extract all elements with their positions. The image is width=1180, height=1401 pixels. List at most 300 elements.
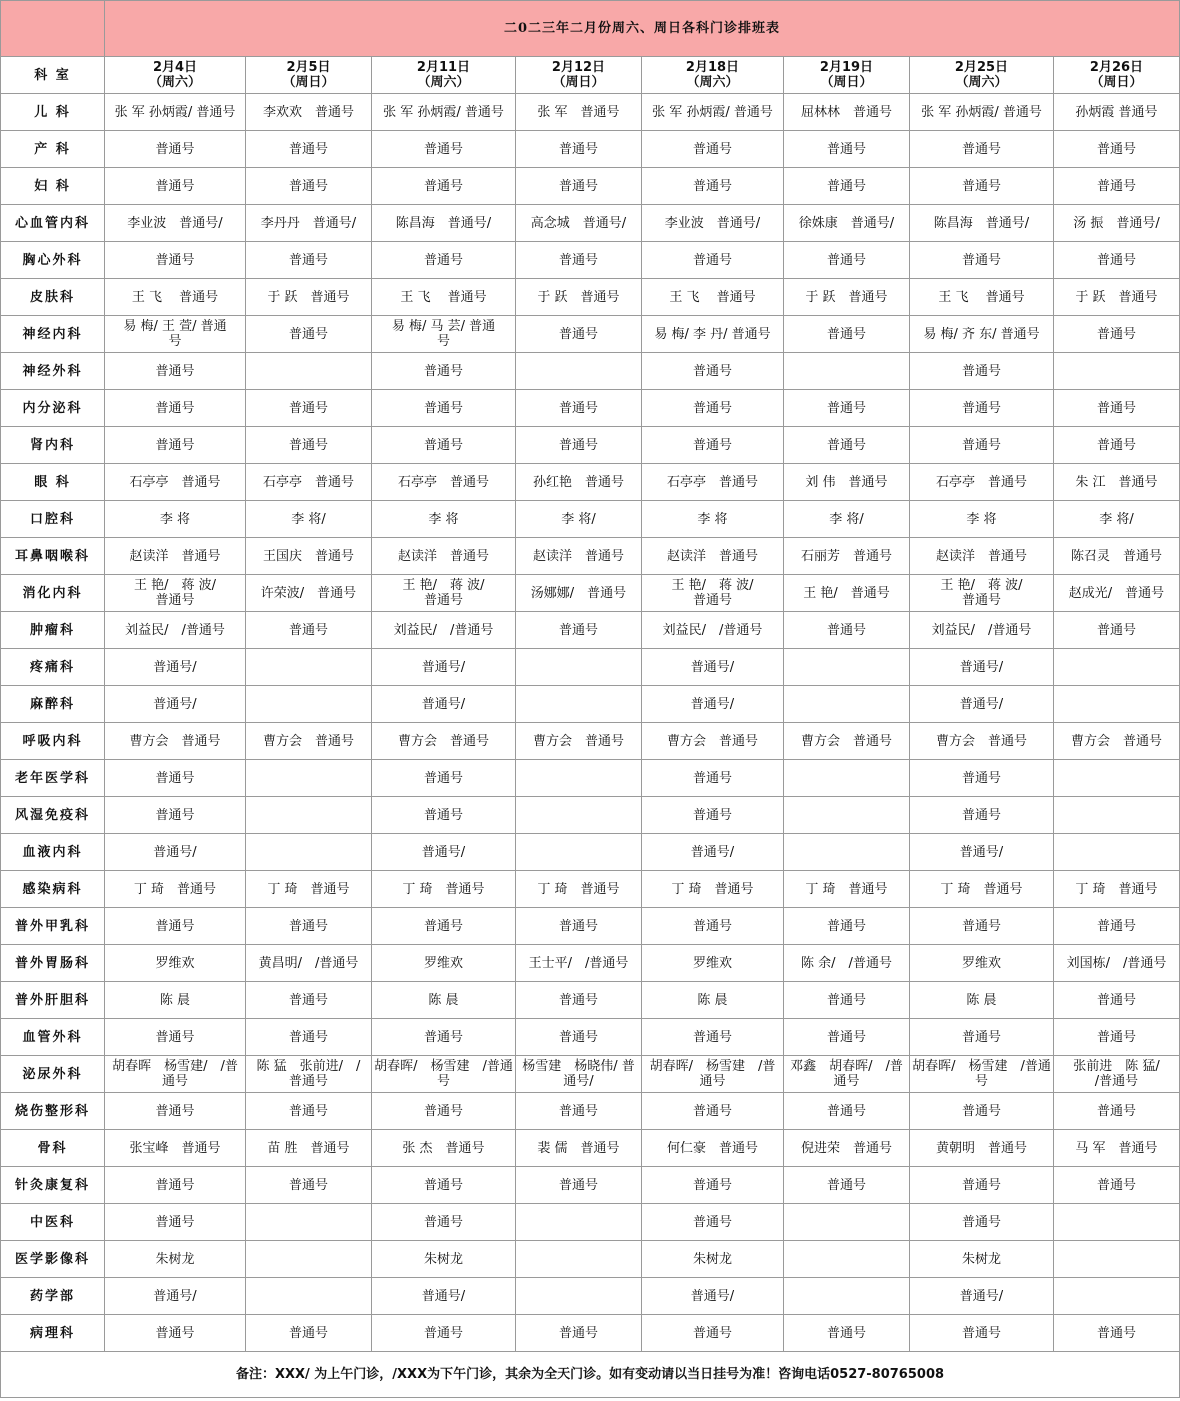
- weekday-label: （周日）: [282, 75, 335, 90]
- schedule-cell: 普通号: [372, 427, 516, 464]
- schedule-cell: 普通号: [784, 1093, 910, 1130]
- dept-name: 麻醉科: [1, 686, 105, 723]
- schedule-cell: [784, 1278, 910, 1315]
- schedule-cell: 普通号: [372, 908, 516, 945]
- dept-name: 儿 科: [1, 94, 105, 131]
- schedule-cell: 赵读洋 普通号: [105, 538, 246, 575]
- schedule-cell: 王 艳/ 蒋 波/ 普通号: [105, 575, 246, 612]
- schedule-cell: 易 梅/ 马 芸/ 普通 号: [372, 316, 516, 353]
- date-header: [105, 57, 246, 94]
- date-header: [372, 57, 516, 94]
- dept-name: 风湿免疫科: [1, 797, 105, 834]
- dept-name: 针灸康复科: [1, 1167, 105, 1204]
- schedule-cell: 普通号: [784, 316, 910, 353]
- schedule-cell: 张 军 普通号: [516, 94, 642, 131]
- schedule-cell: 普通号/: [642, 834, 784, 871]
- date-label: 2月19日: [819, 60, 874, 75]
- dept-name: 普外胃肠科: [1, 945, 105, 982]
- schedule-cell: 普通号: [372, 797, 516, 834]
- schedule-cell: 普通号: [246, 168, 372, 205]
- schedule-cell: 倪进荣 普通号: [784, 1130, 910, 1167]
- date-header: [246, 57, 372, 94]
- dept-name: 肾内科: [1, 427, 105, 464]
- schedule-cell: 普通号: [784, 908, 910, 945]
- schedule-cell: [1054, 1278, 1180, 1315]
- schedule-cell: 普通号: [246, 982, 372, 1019]
- date-header: [910, 57, 1054, 94]
- schedule-cell: 孙红艳 普通号: [516, 464, 642, 501]
- table-row: [1, 131, 1180, 168]
- schedule-cell: 张 杰 普通号: [372, 1130, 516, 1167]
- schedule-cell: 普通号: [372, 1204, 516, 1241]
- schedule-cell: 陈 晨: [372, 982, 516, 1019]
- schedule-cell: 普通号: [372, 390, 516, 427]
- schedule-cell: [784, 834, 910, 871]
- table-row: [1, 1093, 1180, 1130]
- schedule-cell: 李 将/: [516, 501, 642, 538]
- schedule-cell: 普通号: [784, 612, 910, 649]
- dept-name: 烧伤整形科: [1, 1093, 105, 1130]
- table-row: [1, 686, 1180, 723]
- schedule-cell: 普通号: [910, 242, 1054, 279]
- schedule-cell: 普通号: [105, 797, 246, 834]
- schedule-cell: [516, 649, 642, 686]
- schedule-cell: [246, 797, 372, 834]
- schedule-cell: 普通号/: [105, 1278, 246, 1315]
- schedule-cell: 普通号: [105, 390, 246, 427]
- table-row: [1, 168, 1180, 205]
- schedule-cell: [1054, 649, 1180, 686]
- schedule-cell: 罗维欢: [910, 945, 1054, 982]
- schedule-cell: 于 跃 普通号: [784, 279, 910, 316]
- schedule-cell: 张宝峰 普通号: [105, 1130, 246, 1167]
- dept-name: 老年医学科: [1, 760, 105, 797]
- table-row: [1, 982, 1180, 1019]
- date-label: 2月18日: [685, 60, 740, 75]
- schedule-cell: 普通号: [516, 982, 642, 1019]
- schedule-cell: 赵读洋 普通号: [516, 538, 642, 575]
- schedule-cell: 普通号: [246, 427, 372, 464]
- schedule-cell: 普通号: [516, 316, 642, 353]
- schedule-cell: 普通号: [910, 1167, 1054, 1204]
- schedule-cell: 普通号: [642, 760, 784, 797]
- schedule-cell: 普通号/: [642, 649, 784, 686]
- schedule-cell: 普通号: [516, 1019, 642, 1056]
- schedule-cell: 普通号: [372, 353, 516, 390]
- schedule-cell: 石丽芳 普通号: [784, 538, 910, 575]
- schedule-cell: 普通号/: [642, 686, 784, 723]
- table-row: [1, 353, 1180, 390]
- date-label: 2月5日: [286, 60, 331, 75]
- schedule-cell: 普通号: [784, 1167, 910, 1204]
- schedule-cell: 王 飞 普通号: [642, 279, 784, 316]
- schedule-cell: 普通号: [516, 131, 642, 168]
- schedule-cell: 普通号: [910, 168, 1054, 205]
- schedule-cell: 普通号/: [372, 834, 516, 871]
- table-row: [1, 908, 1180, 945]
- schedule-cell: 普通号: [910, 1315, 1054, 1352]
- table-row: [1, 464, 1180, 501]
- schedule-cell: 李 将: [910, 501, 1054, 538]
- schedule-cell: 普通号: [1054, 1315, 1180, 1352]
- table-row: [1, 1315, 1180, 1352]
- schedule-cell: 黄朝明 普通号: [910, 1130, 1054, 1167]
- schedule-cell: 普通号: [105, 1019, 246, 1056]
- schedule-cell: 普通号: [516, 612, 642, 649]
- schedule-cell: 普通号: [105, 427, 246, 464]
- schedule-cell: 普通号: [105, 908, 246, 945]
- schedule-cell: 普通号: [516, 427, 642, 464]
- schedule-cell: 陈 晨: [105, 982, 246, 1019]
- schedule-cell: 普通号: [516, 390, 642, 427]
- schedule-cell: [516, 686, 642, 723]
- schedule-cell: [1054, 686, 1180, 723]
- schedule-cell: 普通号: [642, 390, 784, 427]
- schedule-cell: [784, 686, 910, 723]
- schedule-cell: [784, 1204, 910, 1241]
- dept-name: 妇 科: [1, 168, 105, 205]
- table-row: [1, 1204, 1180, 1241]
- schedule-cell: 普通号: [246, 1167, 372, 1204]
- dept-column-header: 科 室: [1, 57, 105, 94]
- schedule-cell: 罗维欢: [105, 945, 246, 982]
- schedule-cell: 王 飞 普通号: [372, 279, 516, 316]
- date-label: 2月25日: [954, 60, 1009, 75]
- table-row: [1, 1167, 1180, 1204]
- schedule-cell: 王国庆 普通号: [246, 538, 372, 575]
- schedule-cell: 赵成光/ 普通号: [1054, 575, 1180, 612]
- schedule-cell: 刘 伟 普通号: [784, 464, 910, 501]
- schedule-cell: 普通号: [372, 760, 516, 797]
- weekday-label: （周日）: [1090, 75, 1143, 90]
- schedule-cell: 黄昌明/ /普通号: [246, 945, 372, 982]
- schedule-cell: 胡春晖/ 杨雪建 /普通 号: [372, 1056, 516, 1093]
- schedule-cell: 曹方会 普通号: [642, 723, 784, 760]
- schedule-cell: 屈林林 普通号: [784, 94, 910, 131]
- schedule-cell: [784, 1241, 910, 1278]
- schedule-cell: 普通号: [784, 427, 910, 464]
- schedule-cell: 普通号: [642, 131, 784, 168]
- dept-name: 消化内科: [1, 575, 105, 612]
- schedule-cell: 于 跃 普通号: [1054, 279, 1180, 316]
- schedule-cell: 普通号: [910, 797, 1054, 834]
- table-row: [1, 575, 1180, 612]
- schedule-cell: 李欢欢 普通号: [246, 94, 372, 131]
- schedule-cell: 刘益民/ /普通号: [910, 612, 1054, 649]
- schedule-cell: 普通号: [372, 131, 516, 168]
- date-header: [516, 57, 642, 94]
- table-row: [1, 1056, 1180, 1093]
- schedule-cell: 曹方会 普通号: [246, 723, 372, 760]
- schedule-cell: [246, 760, 372, 797]
- schedule-cell: 普通号: [516, 908, 642, 945]
- table-row: [1, 649, 1180, 686]
- schedule-cell: 杨雪建 杨晓伟/ 普 通号/: [516, 1056, 642, 1093]
- schedule-cell: [1054, 797, 1180, 834]
- schedule-cell: 普通号: [516, 1093, 642, 1130]
- schedule-cell: 胡春晖/ 杨雪建 /普通 号: [910, 1056, 1054, 1093]
- dept-name: 眼 科: [1, 464, 105, 501]
- schedule-cell: [246, 649, 372, 686]
- schedule-cell: 普通号: [1054, 242, 1180, 279]
- schedule-cell: 普通号: [910, 1093, 1054, 1130]
- schedule-cell: 易 梅/ 王 萱/ 普通 号: [105, 316, 246, 353]
- schedule-cell: 普通号: [1054, 1167, 1180, 1204]
- schedule-cell: 普通号/: [910, 1278, 1054, 1315]
- schedule-cell: 裴 儒 普通号: [516, 1130, 642, 1167]
- schedule-cell: 朱树龙: [910, 1241, 1054, 1278]
- table-row: [1, 834, 1180, 871]
- schedule-cell: 石亭亭 普通号: [105, 464, 246, 501]
- schedule-cell: 普通号/: [910, 649, 1054, 686]
- schedule-cell: 普通号: [372, 242, 516, 279]
- schedule-cell: 普通号: [246, 612, 372, 649]
- schedule-cell: 普通号: [516, 1315, 642, 1352]
- schedule-cell: 普通号: [784, 390, 910, 427]
- schedule-cell: 普通号: [1054, 390, 1180, 427]
- dept-name: 骨科: [1, 1130, 105, 1167]
- dept-name: 神经外科: [1, 353, 105, 390]
- schedule-cell: [784, 797, 910, 834]
- schedule-cell: 普通号/: [910, 686, 1054, 723]
- dept-name: 耳鼻咽喉科: [1, 538, 105, 575]
- schedule-cell: 刘国栋/ /普通号: [1054, 945, 1180, 982]
- schedule-cell: [246, 1204, 372, 1241]
- schedule-cell: 陈昌海 普通号/: [372, 205, 516, 242]
- table-row: [1, 279, 1180, 316]
- schedule-cell: 普通号: [105, 1093, 246, 1130]
- schedule-cell: 普通号: [372, 1093, 516, 1130]
- schedule-cell: 普通号/: [372, 649, 516, 686]
- schedule-cell: 王 艳/ 蒋 波/ 普通号: [372, 575, 516, 612]
- schedule-cell: 丁 琦 普通号: [372, 871, 516, 908]
- schedule-cell: 汤娜娜/ 普通号: [516, 575, 642, 612]
- schedule-cell: 普通号: [642, 1315, 784, 1352]
- schedule-cell: 石亭亭 普通号: [372, 464, 516, 501]
- schedule-cell: 普通号: [246, 908, 372, 945]
- schedule-cell: 胡春晖/ 杨雪建 /普 通号: [642, 1056, 784, 1093]
- dept-name: 心血管内科: [1, 205, 105, 242]
- schedule-cell: 曹方会 普通号: [910, 723, 1054, 760]
- schedule-cell: 普通号: [1054, 612, 1180, 649]
- schedule-cell: 普通号: [372, 1315, 516, 1352]
- schedule-cell: 普通号: [642, 242, 784, 279]
- schedule-cell: 普通号: [1054, 908, 1180, 945]
- schedule-cell: 张 军 孙炳霞/ 普通号: [910, 94, 1054, 131]
- schedule-cell: 普通号: [910, 1019, 1054, 1056]
- date-header: [1054, 57, 1180, 94]
- schedule-cell: 李 将/: [784, 501, 910, 538]
- schedule-cell: 曹方会 普通号: [105, 723, 246, 760]
- page-title: 二0二三年二月份周六、周日各科门诊排班表: [105, 1, 1180, 57]
- date-label: 2月11日: [416, 60, 471, 75]
- dept-name: 呼吸内科: [1, 723, 105, 760]
- dept-name: 内分泌科: [1, 390, 105, 427]
- schedule-cell: 张前进 陈 猛/ /普通号: [1054, 1056, 1180, 1093]
- schedule-cell: 易 梅/ 李 丹/ 普通号: [642, 316, 784, 353]
- schedule-cell: 丁 琦 普通号: [105, 871, 246, 908]
- schedule-cell: 张 军 孙炳霞/ 普通号: [642, 94, 784, 131]
- schedule-cell: [1054, 1204, 1180, 1241]
- schedule-cell: 易 梅/ 齐 东/ 普通号: [910, 316, 1054, 353]
- schedule-cell: 王 飞 普通号: [910, 279, 1054, 316]
- schedule-cell: 陈 晨: [910, 982, 1054, 1019]
- schedule-cell: 王士平/ /普通号: [516, 945, 642, 982]
- schedule-cell: 普通号: [642, 908, 784, 945]
- schedule-cell: 陈 猛 张前进/ / 普通号: [246, 1056, 372, 1093]
- schedule-cell: 普通号: [784, 1019, 910, 1056]
- schedule-cell: 普通号: [910, 353, 1054, 390]
- dept-name: 皮肤科: [1, 279, 105, 316]
- schedule-cell: 普通号: [246, 131, 372, 168]
- schedule-cell: 王 艳/ 蒋 波/ 普通号: [910, 575, 1054, 612]
- schedule-cell: 普通号: [642, 1167, 784, 1204]
- schedule-cell: [516, 760, 642, 797]
- schedule-cell: 普通号: [784, 1315, 910, 1352]
- schedule-cell: 普通号/: [105, 649, 246, 686]
- schedule-cell: 陈 余/ /普通号: [784, 945, 910, 982]
- schedule-cell: 汤 振 普通号/: [1054, 205, 1180, 242]
- weekday-label: （周六）: [148, 75, 201, 90]
- schedule-cell: 普通号: [1054, 131, 1180, 168]
- schedule-cell: 王 艳/ 蒋 波/ 普通号: [642, 575, 784, 612]
- schedule-cell: 李 将/: [1054, 501, 1180, 538]
- table-row: [1, 797, 1180, 834]
- dept-name: 神经内科: [1, 316, 105, 353]
- schedule-cell: 普通号: [642, 1093, 784, 1130]
- dept-name: 胸心外科: [1, 242, 105, 279]
- schedule-cell: 李 将: [642, 501, 784, 538]
- schedule-cell: 普通号/: [105, 686, 246, 723]
- table-row: [1, 945, 1180, 982]
- schedule-cell: 高念城 普通号/: [516, 205, 642, 242]
- dept-name: 口腔科: [1, 501, 105, 538]
- schedule-cell: 普通号: [1054, 1093, 1180, 1130]
- schedule-cell: [516, 797, 642, 834]
- table-row: [1, 760, 1180, 797]
- weekday-label: （周日）: [820, 75, 873, 90]
- schedule-cell: 普通号: [910, 1204, 1054, 1241]
- schedule-cell: 曹方会 普通号: [784, 723, 910, 760]
- table-row: [1, 205, 1180, 242]
- schedule-cell: 丁 琦 普通号: [246, 871, 372, 908]
- schedule-cell: 王 艳/ 普通号: [784, 575, 910, 612]
- schedule-cell: 李 将/: [246, 501, 372, 538]
- schedule-cell: 罗维欢: [642, 945, 784, 982]
- schedule-cell: [246, 686, 372, 723]
- schedule-cell: 丁 琦 普通号: [910, 871, 1054, 908]
- schedule-cell: [246, 353, 372, 390]
- schedule-cell: 赵读洋 普通号: [910, 538, 1054, 575]
- schedule-cell: 普通号: [246, 1315, 372, 1352]
- schedule-cell: 曹方会 普通号: [372, 723, 516, 760]
- schedule-cell: 陈召灵 普通号: [1054, 538, 1180, 575]
- table-row: [1, 1130, 1180, 1167]
- dept-name: 血管外科: [1, 1019, 105, 1056]
- table-row: [1, 242, 1180, 279]
- note-row: [1, 1352, 1180, 1398]
- schedule-cell: 普通号: [105, 168, 246, 205]
- weekday-label: （周六）: [417, 75, 470, 90]
- table-row: [1, 612, 1180, 649]
- table-row: [1, 1278, 1180, 1315]
- schedule-cell: [1054, 353, 1180, 390]
- schedule-cell: 石亭亭 普通号: [910, 464, 1054, 501]
- schedule-cell: 普通号: [246, 390, 372, 427]
- schedule-cell: [516, 1241, 642, 1278]
- table-row: [1, 1019, 1180, 1056]
- schedule-cell: 普通号: [246, 242, 372, 279]
- table-row: [1, 723, 1180, 760]
- schedule-cell: 普通号: [105, 131, 246, 168]
- schedule-cell: 普通号: [784, 242, 910, 279]
- table-row: [1, 501, 1180, 538]
- schedule-cell: 普通号: [910, 427, 1054, 464]
- table-row: [1, 316, 1180, 353]
- schedule-cell: 普通号: [784, 168, 910, 205]
- schedule-cell: 普通号: [1054, 427, 1180, 464]
- table-row: [1, 390, 1180, 427]
- date-label: 2月12日: [551, 60, 606, 75]
- schedule-cell: 普通号: [642, 1204, 784, 1241]
- schedule-cell: 普通号: [372, 1019, 516, 1056]
- schedule-cell: 普通号: [642, 1019, 784, 1056]
- schedule-cell: 马 军 普通号: [1054, 1130, 1180, 1167]
- schedule-cell: 普通号/: [372, 686, 516, 723]
- dept-name: 普外肝胆科: [1, 982, 105, 1019]
- schedule-cell: [516, 1204, 642, 1241]
- dept-name: 感染病科: [1, 871, 105, 908]
- schedule-cell: 石亭亭 普通号: [642, 464, 784, 501]
- schedule-cell: 普通号: [910, 390, 1054, 427]
- schedule-cell: [1054, 834, 1180, 871]
- schedule-cell: [246, 834, 372, 871]
- schedule-cell: 普通号: [910, 908, 1054, 945]
- schedule-cell: 丁 琦 普通号: [642, 871, 784, 908]
- title-corner-cell: [1, 1, 105, 57]
- schedule-cell: 普通号: [105, 1167, 246, 1204]
- dept-name: 肿瘤科: [1, 612, 105, 649]
- dept-name: 医学影像科: [1, 1241, 105, 1278]
- schedule-cell: 普通号: [372, 168, 516, 205]
- schedule-cell: 刘益民/ /普通号: [642, 612, 784, 649]
- schedule-cell: 丁 琦 普通号: [1054, 871, 1180, 908]
- footnote: 备注：XXX/ 为上午门诊，/XXX为下午门诊，其余为全天门诊。如有变动请以当日挂号为准！咨询电话0527-80765008: [1, 1352, 1180, 1398]
- schedule-cell: [784, 760, 910, 797]
- schedule-cell: [516, 1278, 642, 1315]
- schedule-cell: [784, 353, 910, 390]
- dept-name: 疼痛科: [1, 649, 105, 686]
- dept-name: 普外甲乳科: [1, 908, 105, 945]
- schedule-cell: 普通号: [642, 353, 784, 390]
- schedule-cell: 普通号: [784, 982, 910, 1019]
- schedule-cell: 普通号/: [910, 834, 1054, 871]
- schedule-cell: 李业波 普通号/: [642, 205, 784, 242]
- schedule-cell: 普通号: [1054, 168, 1180, 205]
- schedule-cell: 孙炳霞 普通号: [1054, 94, 1180, 131]
- schedule-cell: [1054, 1241, 1180, 1278]
- schedule-cell: 李 将: [372, 501, 516, 538]
- table-row: [1, 871, 1180, 908]
- schedule-cell: 徐姝康 普通号/: [784, 205, 910, 242]
- schedule-cell: 刘益民/ /普通号: [105, 612, 246, 649]
- schedule-cell: 曹方会 普通号: [516, 723, 642, 760]
- schedule-cell: 石亭亭 普通号: [246, 464, 372, 501]
- schedule-cell: [516, 834, 642, 871]
- schedule-cell: 朱树龙: [105, 1241, 246, 1278]
- schedule-cell: 普通号: [516, 1167, 642, 1204]
- schedule-cell: 于 跃 普通号: [246, 279, 372, 316]
